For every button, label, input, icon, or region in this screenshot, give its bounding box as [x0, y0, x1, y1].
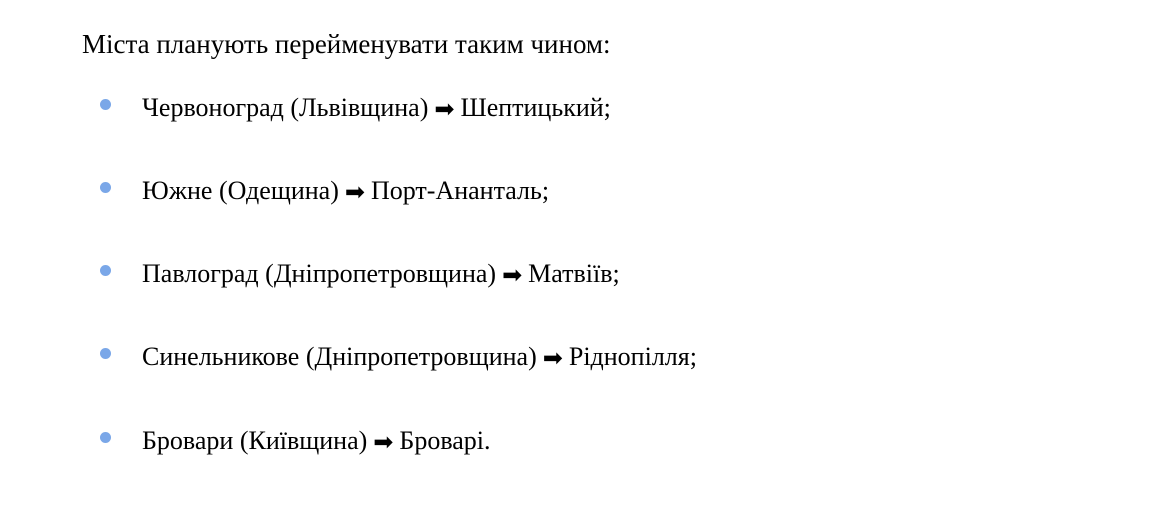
city-old-name: Червоноград (Львівщина) — [142, 92, 429, 122]
list-item — [40, 175, 1110, 206]
rename-list — [40, 92, 1110, 456]
list-item — [40, 92, 1110, 123]
arrow-right-icon: ➡ — [373, 427, 394, 456]
city-old-name: Павлоград (Дніпропетровщина) — [142, 259, 497, 289]
bullet-dot-icon — [100, 348, 111, 359]
city-old-name: Бровари (Київщина) — [142, 425, 368, 455]
list-item — [40, 425, 1110, 456]
list-item — [40, 341, 1110, 372]
intro-paragraph: Міста планують перейменувати таким чином: — [82, 29, 611, 59]
bullet-dot-icon — [100, 432, 111, 443]
city-new-name: Броварі. — [399, 425, 491, 455]
arrow-right-icon: ➡ — [434, 94, 455, 123]
city-new-name: Порт-Ананталь; — [370, 175, 550, 205]
city-new-name: Ріднопілля; — [568, 342, 697, 372]
arrow-right-icon: ➡ — [502, 261, 523, 290]
bullet-dot-icon — [100, 265, 111, 276]
city-old-name: Южне (Одещина) — [142, 175, 339, 205]
arrow-right-icon: ➡ — [344, 177, 365, 206]
city-old-name: Синельникове (Дніпропетровщина) — [142, 342, 537, 372]
city-new-name: Матвіїв; — [528, 259, 620, 289]
bullet-dot-icon — [100, 182, 111, 193]
bullet-dot-icon — [100, 99, 111, 110]
city-new-name: Шептицький; — [460, 92, 611, 122]
list-item — [40, 258, 1110, 289]
arrow-right-icon: ➡ — [542, 344, 563, 373]
